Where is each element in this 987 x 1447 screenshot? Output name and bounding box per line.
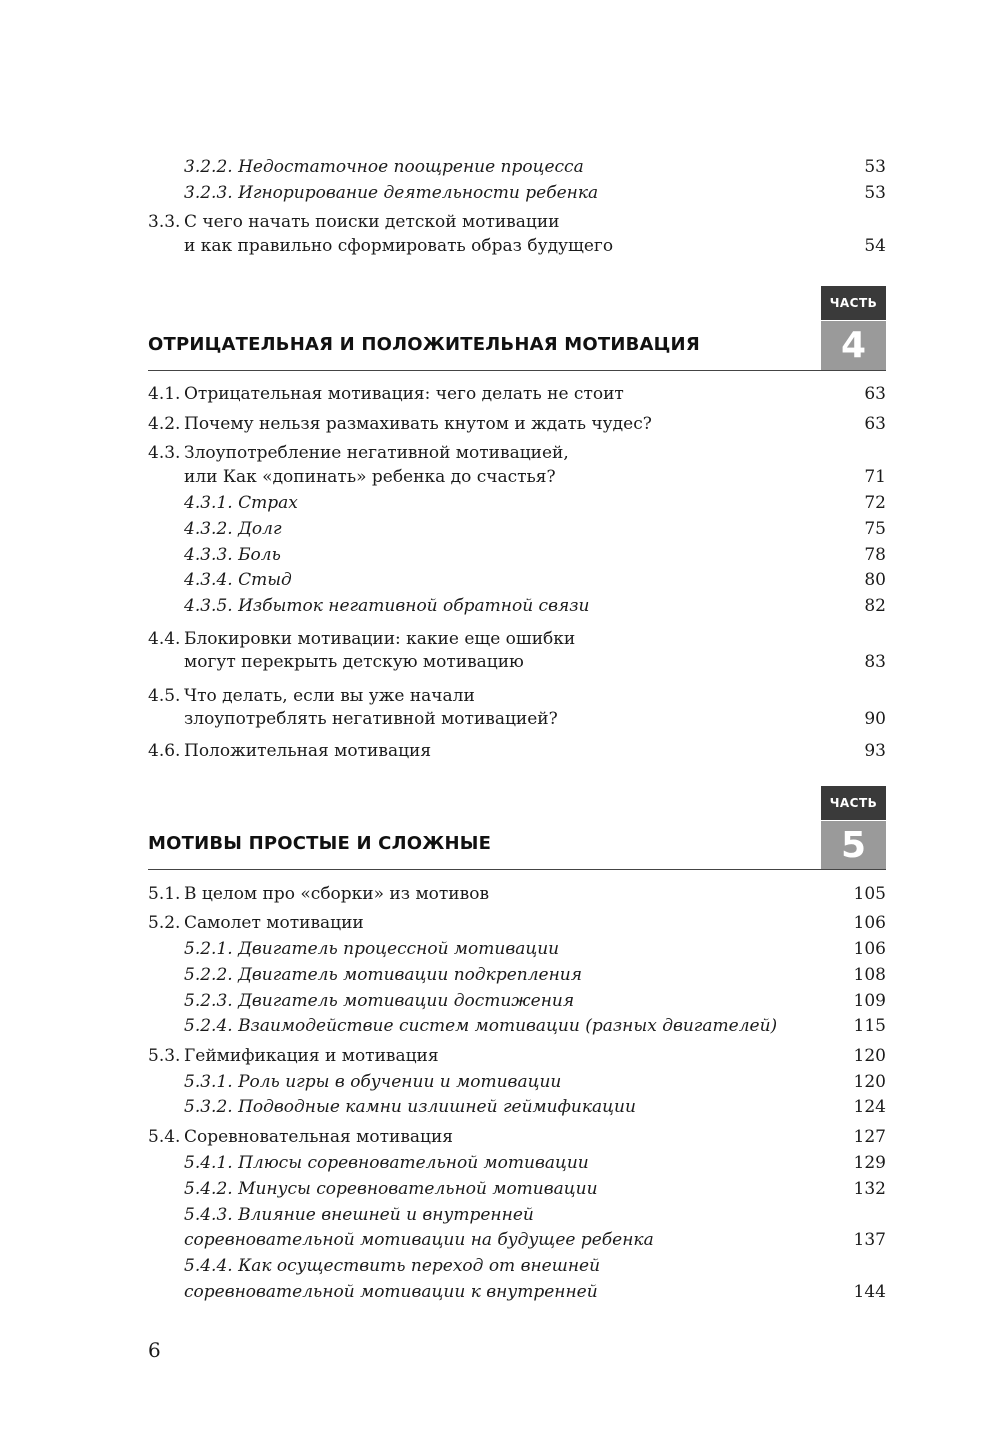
toc-entry-title: 4.3.2. Долг xyxy=(184,519,282,539)
toc-entry-title: соревновательной мотивации на будущее ребенка xyxy=(184,1230,654,1250)
part-number: 5 xyxy=(821,821,886,870)
toc-entry-page: 132 xyxy=(853,1179,886,1199)
part-number: 4 xyxy=(821,321,886,370)
toc-entry-page: 71 xyxy=(864,467,886,487)
toc-subentry xyxy=(184,1204,886,1226)
toc-entry-number: 5.2. xyxy=(148,913,181,933)
toc-entry xyxy=(148,740,886,762)
toc-entry-title: Блокировки мотивации: какие еще ошибки xyxy=(184,629,576,649)
toc-entry-page: 105 xyxy=(853,884,886,904)
toc-entry-title: 4.3.3. Боль xyxy=(184,545,281,565)
toc-entry xyxy=(184,156,886,178)
toc-entry-page: 78 xyxy=(864,545,886,565)
toc-subentry xyxy=(184,964,886,986)
toc-entry-page: 129 xyxy=(853,1153,886,1173)
toc-entry-page: 53 xyxy=(864,183,886,203)
toc-entry-page: 53 xyxy=(864,157,886,177)
toc-entry-title: Соревновательная мотивация xyxy=(184,1127,454,1147)
toc-entry-title: Почему нельзя размахивать кнутом и ждать чудес? xyxy=(184,414,652,434)
toc-entry-title: 3.2.2. Недостаточное поощрение процесса xyxy=(184,157,584,177)
toc-entry-title: 5.4.1. Плюсы соревновательной мотивации xyxy=(184,1153,589,1173)
toc-entry-title: 5.2.3. Двигатель мотивации достижения xyxy=(184,991,575,1011)
toc-subentry xyxy=(184,938,886,960)
toc-entry-page: 90 xyxy=(864,709,886,729)
toc-entry xyxy=(148,211,886,233)
part-divider xyxy=(148,869,886,870)
toc-entry-title: 5.4.3. Влияние внешней и внутренней xyxy=(184,1205,534,1225)
toc-subentry xyxy=(184,1152,886,1174)
toc-entry-title: или Как «допинать» ребенка до счастья? xyxy=(184,467,556,487)
toc-entry-page: 82 xyxy=(864,596,886,616)
toc-entry-number: 4.3. xyxy=(148,443,181,463)
toc-entry-page: 63 xyxy=(864,384,886,404)
toc-entry xyxy=(148,685,886,707)
part-label: ЧАСТЬ xyxy=(821,286,886,320)
toc-subentry xyxy=(184,569,886,591)
toc-entry-page: 120 xyxy=(853,1072,886,1092)
part-title: МОТИВЫ ПРОСТЫЕ И СЛОЖНЫЕ xyxy=(148,833,492,854)
toc-entry-title: Отрицательная мотивация: чего делать не стоит xyxy=(184,384,624,404)
toc-entry-title: Положительная мотивация xyxy=(184,741,432,761)
toc-entry-page: 63 xyxy=(864,414,886,434)
toc-entry-title: соревновательной мотивации к внутренней xyxy=(184,1282,598,1302)
toc-subentry xyxy=(184,595,886,617)
toc-entry-page: 115 xyxy=(853,1016,886,1036)
toc-entry-number: 5.3. xyxy=(148,1046,181,1066)
toc-entry-page: 106 xyxy=(853,939,886,959)
toc-entry-page: 124 xyxy=(853,1097,886,1117)
toc-entry-page: 109 xyxy=(853,991,886,1011)
toc-subentry xyxy=(184,1178,886,1200)
toc-entry-number: 3.3. xyxy=(148,212,181,232)
toc-entry-title: С чего начать поиски детской мотивации xyxy=(184,212,560,232)
toc-entry xyxy=(148,1126,886,1148)
toc-entry-number: 5.4. xyxy=(148,1127,181,1147)
toc-entry-title: Что делать, если вы уже начали xyxy=(184,686,475,706)
toc-entry-title: 5.2.1. Двигатель процессной мотивации xyxy=(184,939,560,959)
toc-entry-title: 5.3.1. Роль игры в обучении и мотивации xyxy=(184,1072,562,1092)
toc-entry xyxy=(148,883,886,905)
part-title: ОТРИЦАТЕЛЬНАЯ И ПОЛОЖИТЕЛЬНАЯ МОТИВАЦИЯ xyxy=(148,334,700,355)
toc-subentry-continuation xyxy=(184,1229,886,1251)
toc-subentry xyxy=(184,544,886,566)
toc-entry-number: 4.5. xyxy=(148,686,181,706)
toc-entry-title: могут перекрыть детскую мотивацию xyxy=(184,652,524,672)
toc-entry xyxy=(148,1045,886,1067)
toc-subentry xyxy=(184,492,886,514)
toc-entry-page: 93 xyxy=(864,741,886,761)
toc-entry-page: 127 xyxy=(853,1127,886,1147)
toc-entry-page: 106 xyxy=(853,913,886,933)
part-label: ЧАСТЬ xyxy=(821,786,886,820)
toc-entry-continuation xyxy=(184,235,886,257)
toc-entry xyxy=(148,442,886,464)
toc-entry-page: 144 xyxy=(853,1282,886,1302)
toc-entry-title: Самолет мотивации xyxy=(184,913,364,933)
page-number: 6 xyxy=(148,1338,161,1362)
toc-entry-title: 5.4.4. Как осуществить переход от внешней xyxy=(184,1256,601,1276)
toc-entry-title: 5.3.2. Подводные камни излишней геймификации xyxy=(184,1097,636,1117)
toc-entry-title: 5.2.4. Взаимодействие систем мотивации (разных двигателей) xyxy=(184,1016,778,1036)
toc-entry xyxy=(148,912,886,934)
toc-entry-number: 4.2. xyxy=(148,414,181,434)
toc-entry-number: 4.6. xyxy=(148,741,181,761)
toc-subentry xyxy=(184,1071,886,1093)
toc-entry-continuation xyxy=(184,466,886,488)
toc-entry-page: 120 xyxy=(853,1046,886,1066)
toc-entry-title: 5.4.2. Минусы соревновательной мотивации xyxy=(184,1179,598,1199)
toc-subentry xyxy=(184,1096,886,1118)
toc-entry-page: 137 xyxy=(853,1230,886,1250)
toc-entry xyxy=(148,383,886,405)
toc-entry-title: Злоупотребление негативной мотивацией, xyxy=(184,443,569,463)
toc-entry-title: 4.3.1. Страх xyxy=(184,493,298,513)
toc-entry-title: и как правильно сформировать образ будущего xyxy=(184,236,614,256)
toc-entry xyxy=(148,628,886,650)
toc-entry-continuation xyxy=(184,708,886,730)
toc-entry-title: 3.2.3. Игнорирование деятельности ребенка xyxy=(184,183,599,203)
toc-entry xyxy=(184,182,886,204)
toc-subentry xyxy=(184,1015,886,1037)
toc-entry-page: 83 xyxy=(864,652,886,672)
toc-entry-number: 4.1. xyxy=(148,384,181,404)
toc-entry-page: 75 xyxy=(864,519,886,539)
toc-entry-page: 108 xyxy=(853,965,886,985)
toc-entry-continuation xyxy=(184,651,886,673)
toc-entry-title: 4.3.5. Избыток негативной обратной связи xyxy=(184,596,590,616)
toc-entry-page: 80 xyxy=(864,570,886,590)
toc-subentry-continuation xyxy=(184,1281,886,1303)
toc-entry-page: 54 xyxy=(864,236,886,256)
toc-entry-title: В целом про «сборки» из мотивов xyxy=(184,884,490,904)
toc-entry-title: злоупотреблять негативной мотивацией? xyxy=(184,709,558,729)
toc-entry-number: 4.4. xyxy=(148,629,181,649)
toc-entry-number: 5.1. xyxy=(148,884,181,904)
toc-entry-title: Геймификация и мотивация xyxy=(184,1046,439,1066)
toc-entry-title: 4.3.4. Стыд xyxy=(184,570,292,590)
toc-subentry xyxy=(184,1255,886,1277)
toc-subentry xyxy=(184,518,886,540)
toc-entry-page: 72 xyxy=(864,493,886,513)
toc-subentry xyxy=(184,990,886,1012)
part-divider xyxy=(148,370,886,371)
toc-entry xyxy=(148,413,886,435)
toc-entry-title: 5.2.2. Двигатель мотивации подкрепления xyxy=(184,965,582,985)
